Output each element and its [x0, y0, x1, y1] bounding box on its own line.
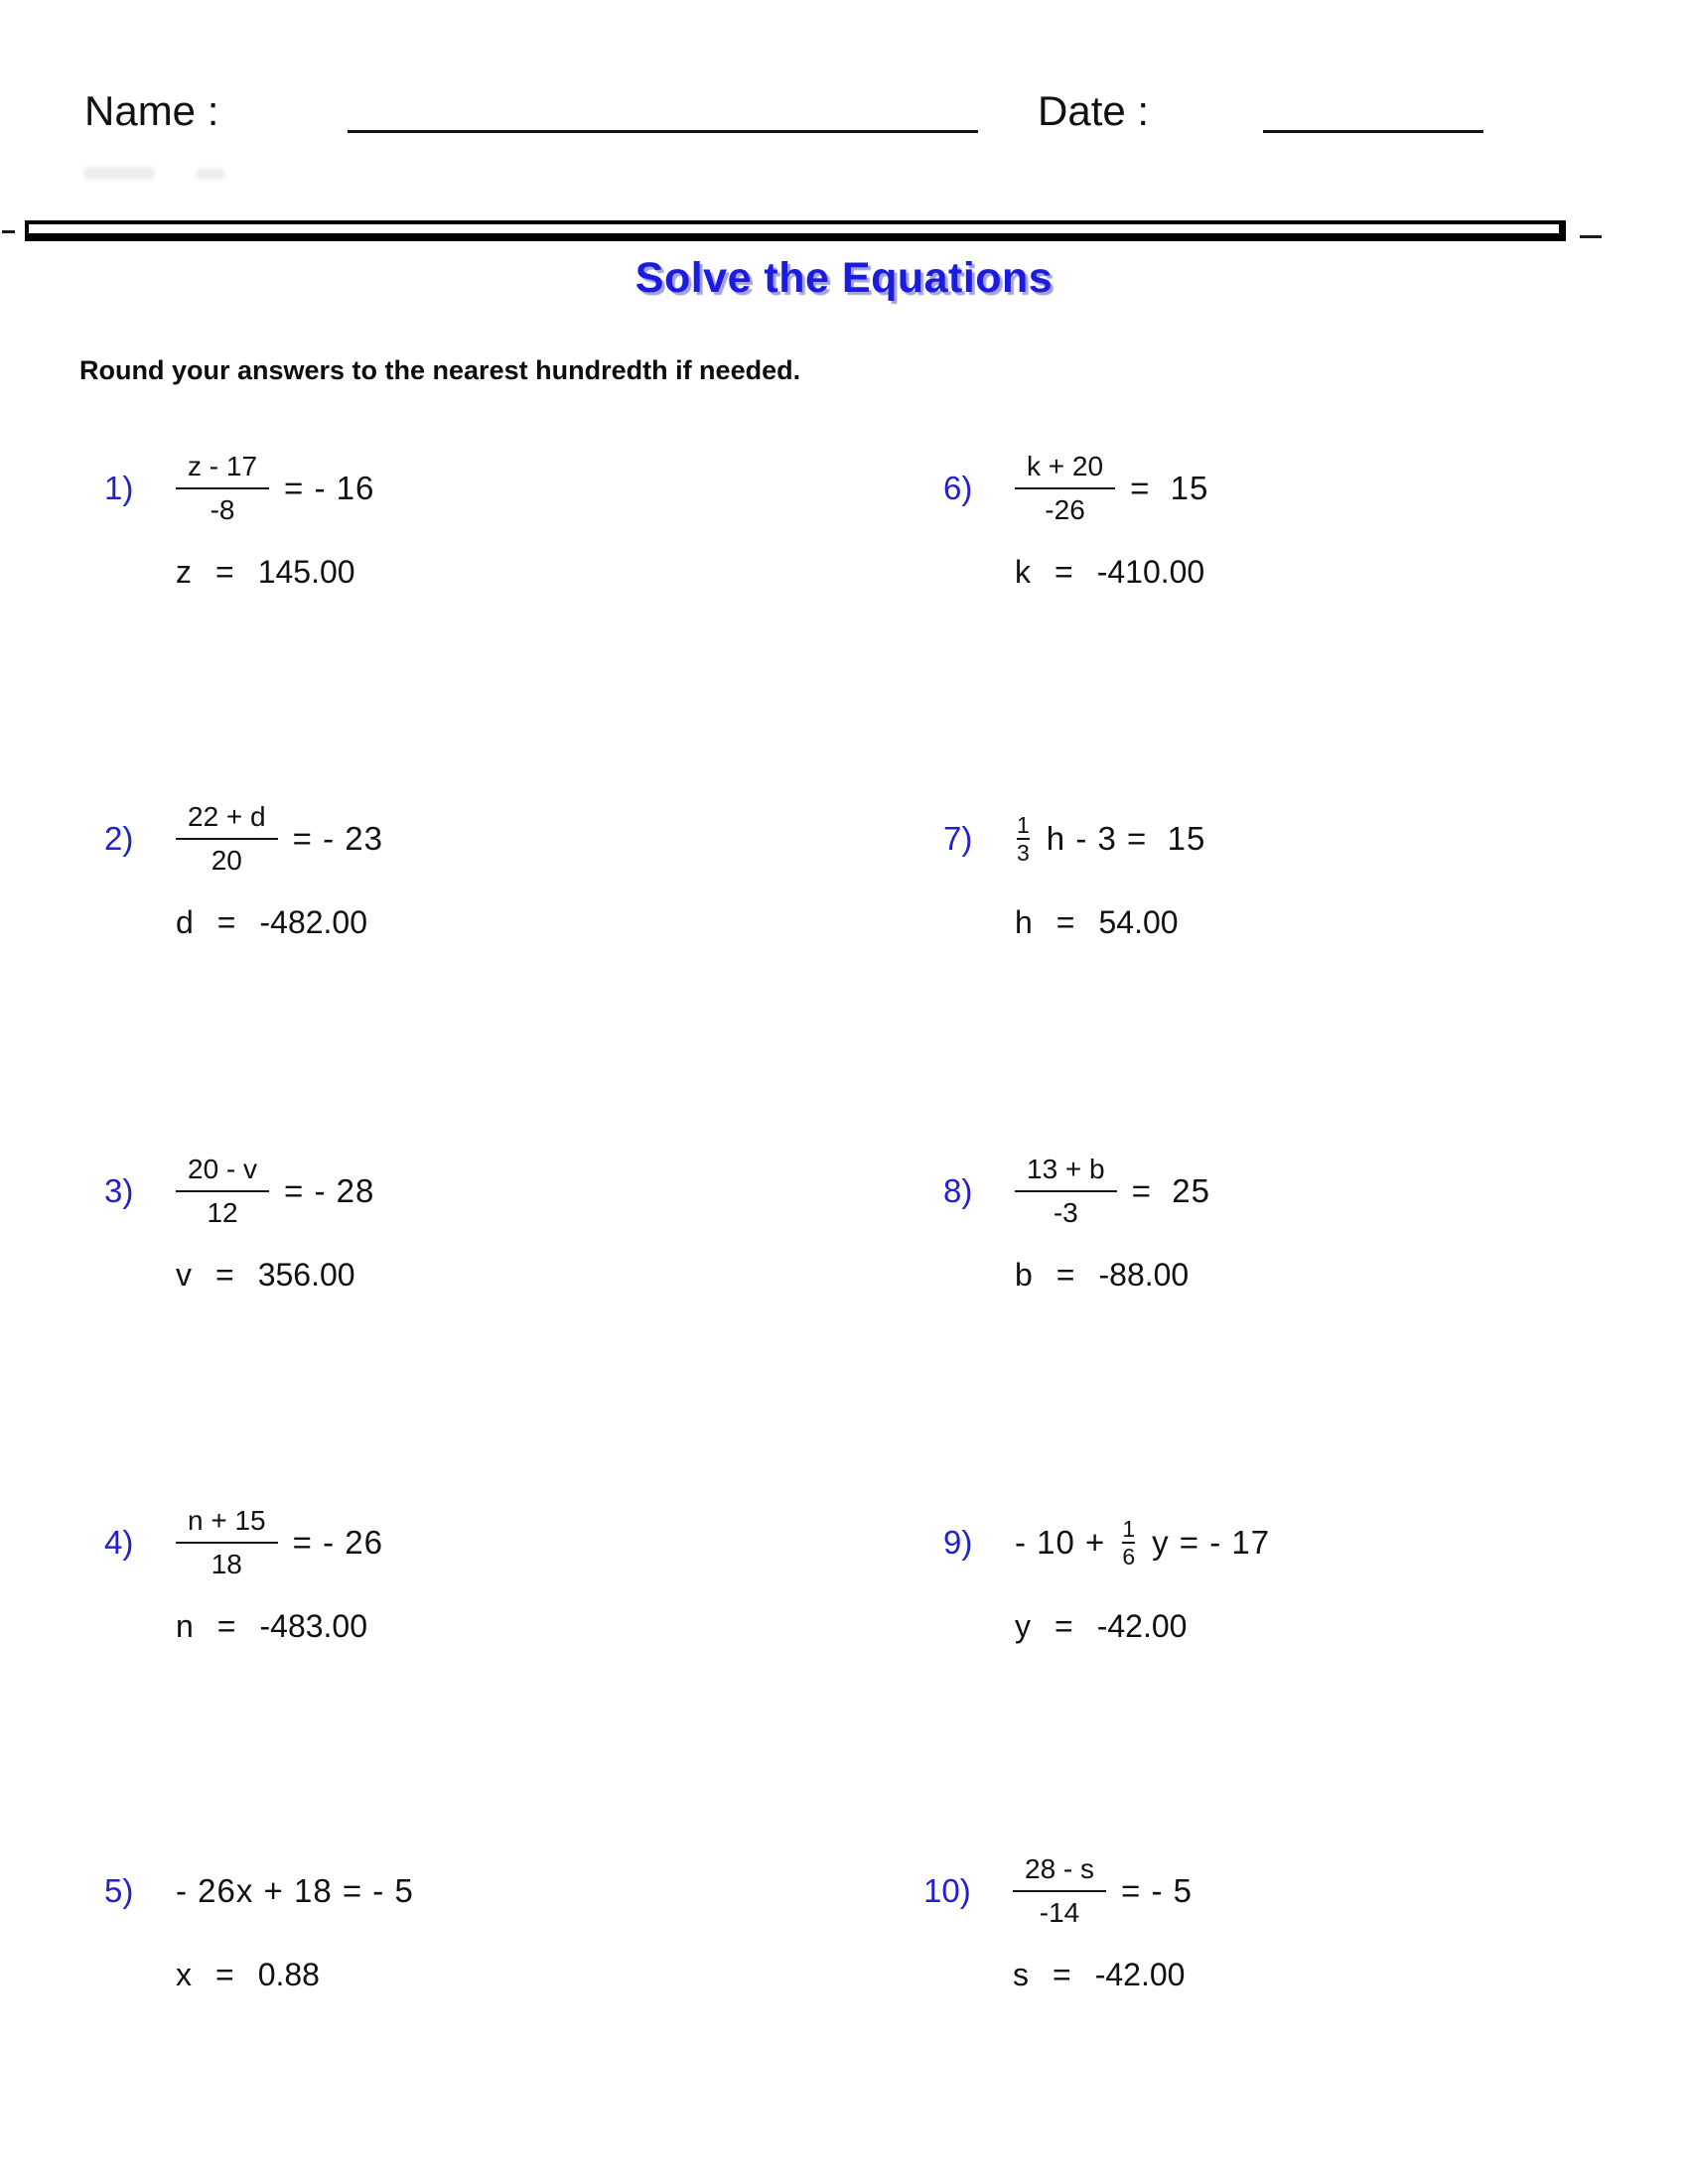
equation-text: = - 5 [1121, 1872, 1193, 1909]
answer-variable: k [1015, 554, 1031, 590]
problem-number: 8) [943, 1172, 973, 1209]
equation [176, 437, 374, 540]
problem [104, 1140, 374, 1294]
answer-value: 0.88 [257, 1957, 320, 1992]
answer-row [176, 1957, 414, 1993]
small-fraction [1122, 1517, 1135, 1569]
problem-number: 10) [923, 1872, 971, 1909]
problem-number: 9) [943, 1524, 973, 1561]
answer-row [1015, 1257, 1210, 1294]
faded-text-artifact [197, 169, 224, 180]
fraction-numerator: 28 - s [1025, 1853, 1095, 1885]
answer-value: -88.00 [1098, 1257, 1190, 1293]
equation [1015, 787, 1205, 890]
answer-equals: = [215, 1257, 234, 1293]
fraction-bar [1013, 1890, 1106, 1892]
equation-fraction [176, 799, 278, 878]
equation [176, 1840, 414, 1943]
divider-left-tick [2, 230, 15, 233]
fraction-bar [1015, 1190, 1117, 1192]
fraction-denominator: 20 [211, 845, 242, 876]
equation-fraction [176, 1503, 278, 1581]
fraction-numerator: 1 [1122, 1515, 1136, 1542]
problem-line [943, 1491, 1270, 1594]
problem-number: 3) [104, 1172, 134, 1209]
equation-text: = 25 [1131, 1172, 1210, 1209]
equation-fraction [1013, 1851, 1106, 1930]
fraction-bar [176, 1542, 278, 1544]
date-blank-line [1263, 130, 1483, 133]
equation [176, 787, 383, 890]
problem [923, 1840, 1193, 1993]
fraction-bar [176, 838, 278, 840]
equation-text: y = - 17 [1152, 1524, 1271, 1561]
answer-row [176, 904, 383, 941]
answer-variable: v [176, 1257, 192, 1293]
name-label: Name : [84, 87, 219, 134]
fraction-numerator: 1 [1017, 811, 1030, 838]
fraction-denominator: -26 [1045, 494, 1085, 525]
problem-line [104, 1140, 374, 1243]
answer-variable: y [1015, 1608, 1031, 1644]
problem [104, 1491, 383, 1645]
answer-equals: = [1055, 554, 1073, 590]
answer-value: -410.00 [1096, 554, 1205, 590]
equation-text: = - 28 [284, 1172, 375, 1209]
answer-row [176, 1257, 374, 1294]
instructions-text: Round your answers to the nearest hundredth if needed. [79, 355, 801, 385]
equation-text: = - 23 [292, 820, 383, 857]
equation [1015, 437, 1208, 540]
faded-text-artifact [84, 167, 154, 180]
problem [943, 1140, 1210, 1294]
problem-line [104, 1840, 414, 1943]
answer-value: -42.00 [1094, 1957, 1186, 1992]
answer-variable: n [176, 1608, 194, 1644]
equation-text: = 15 [1130, 470, 1209, 506]
equation-text: - 26x + 18 = - 5 [176, 1872, 414, 1909]
fraction-numerator: 22 + d [188, 801, 266, 833]
answer-row [176, 1608, 383, 1645]
equation-text: - 10 + [1015, 1524, 1106, 1561]
answer-equals: = [215, 1957, 234, 1992]
date-label: Date : [1038, 87, 1150, 134]
problem-line [943, 1140, 1210, 1243]
answer-variable: d [176, 904, 194, 940]
answer-row [1015, 904, 1205, 941]
problem-number: 6) [943, 470, 973, 506]
fraction-bar [176, 487, 269, 489]
answer-value: -482.00 [259, 904, 368, 940]
problem [104, 1840, 414, 1993]
fraction-denominator: 12 [207, 1197, 238, 1228]
answer-equals: = [216, 904, 236, 940]
equation [1015, 1491, 1270, 1594]
fraction-denominator: 6 [1122, 1544, 1136, 1570]
divider-right-tick [1580, 235, 1602, 238]
fraction-bar [176, 1190, 269, 1192]
problem-number: 7) [943, 820, 973, 857]
equation [176, 1491, 383, 1594]
answer-variable: z [176, 554, 192, 590]
problem-line [923, 1840, 1193, 1943]
answer-value: 54.00 [1098, 904, 1179, 940]
fraction-denominator: -14 [1039, 1897, 1080, 1928]
problem [943, 787, 1205, 941]
equation-fraction [1015, 1152, 1117, 1230]
equation-text: h - 3 = 15 [1046, 820, 1206, 857]
answer-row [1015, 1608, 1270, 1645]
answer-equals: = [215, 554, 234, 590]
equation [1015, 1140, 1210, 1243]
page-title: Solve the Equations [634, 254, 1054, 302]
answer-row [1013, 1957, 1193, 1993]
answer-value: 145.00 [257, 554, 355, 590]
problem [104, 787, 383, 941]
answer-value: -42.00 [1096, 1608, 1188, 1644]
problem-line [104, 787, 383, 890]
answer-variable: b [1015, 1257, 1033, 1293]
answer-value: -483.00 [259, 1608, 368, 1644]
problem [943, 1491, 1270, 1645]
fraction-bar [1015, 487, 1115, 489]
answer-variable: h [1015, 904, 1033, 940]
answer-value: 356.00 [257, 1257, 355, 1293]
answer-variable: s [1013, 1957, 1029, 1992]
answer-equals: = [1055, 904, 1075, 940]
problem-line [104, 1491, 383, 1594]
problem [943, 437, 1208, 591]
answer-equals: = [1055, 1608, 1073, 1644]
answer-equals: = [1053, 1957, 1071, 1992]
equation-text: = - 26 [292, 1524, 383, 1561]
problem-number: 4) [104, 1524, 134, 1561]
equation-fraction [176, 449, 269, 527]
answer-row [176, 554, 374, 591]
equation-fraction [176, 1152, 269, 1230]
equation [1013, 1840, 1193, 1943]
problem-line [943, 437, 1208, 540]
answer-equals: = [216, 1608, 236, 1644]
answer-equals: = [1055, 1257, 1075, 1293]
fraction-denominator: 3 [1017, 840, 1030, 866]
problem-line [104, 437, 374, 540]
fraction-numerator: n + 15 [188, 1505, 266, 1537]
problem-number: 5) [104, 1872, 134, 1909]
fraction-numerator: 13 + b [1027, 1154, 1105, 1185]
fraction-numerator: z - 17 [188, 451, 258, 482]
fraction-numerator: k + 20 [1027, 451, 1104, 482]
equation-fraction [1015, 449, 1115, 527]
answer-row [1015, 554, 1208, 591]
small-fraction [1017, 813, 1030, 865]
problem-number: 2) [104, 820, 134, 857]
equation [176, 1140, 374, 1243]
fraction-denominator: -3 [1053, 1197, 1078, 1228]
name-blank-line [348, 130, 978, 133]
equation-text: = - 16 [284, 470, 375, 506]
fraction-denominator: 18 [211, 1549, 242, 1579]
fraction-denominator: -8 [210, 494, 235, 525]
problem-number: 1) [104, 470, 134, 506]
fraction-numerator: 20 - v [188, 1154, 258, 1185]
section-divider [25, 220, 1566, 241]
problem [104, 437, 374, 591]
answer-variable: x [176, 1957, 192, 1992]
problem-line [943, 787, 1205, 890]
